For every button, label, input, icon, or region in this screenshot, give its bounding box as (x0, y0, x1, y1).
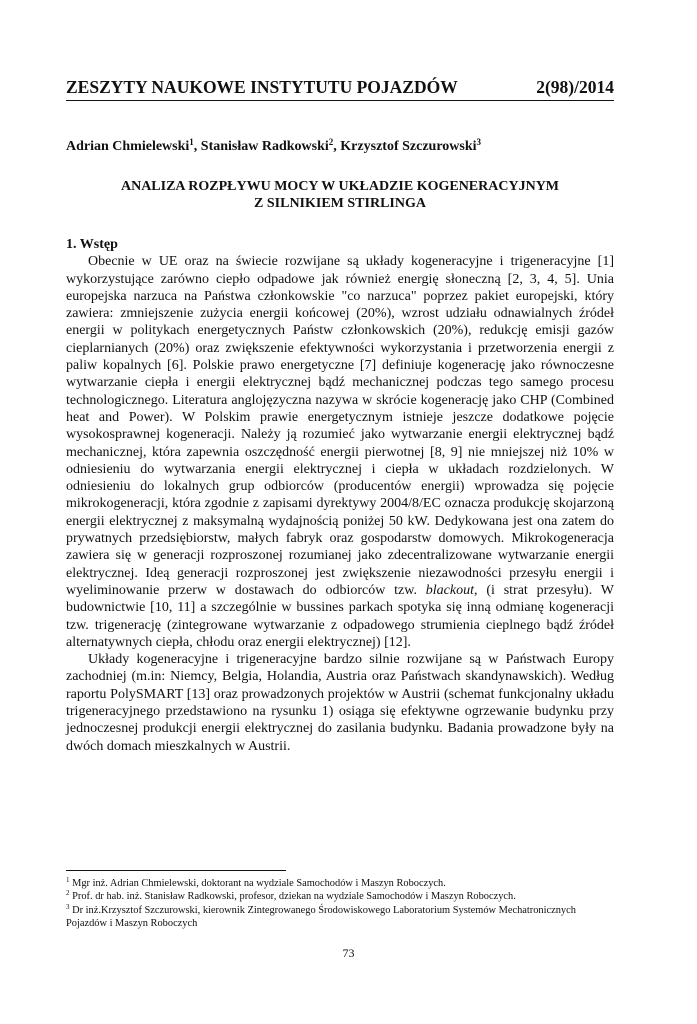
footnote-mark: 1 (66, 876, 70, 884)
footnote (66, 904, 614, 931)
emphasis-term: blackout (425, 582, 474, 598)
body-text (66, 236, 614, 755)
paragraph-text: , (i strat przesyłu). W budownictwie [10, 11] a szczególnie w bussines parkach spotyka się inną odmianę kogeneracji tzw. trigenerację (zintegrowane wytwarzanie z odpadowego strumienia cieplnego bądź źródeł alternatywnych ciepła, chłodu oraz energii elektrycznej) [12]. (66, 582, 614, 650)
paper-title-line: ANALIZA ROZPŁYWU MOCY W UKŁADZIE KOGENERACYJNYM (120, 179, 560, 194)
footnote-text: Mgr inż. Adrian Chmielewski, doktorant na wydziale Samochodów i Maszyn Roboczych. (72, 878, 446, 889)
author-footnote-mark: 1 (189, 137, 194, 147)
footnote-text: Dr inż.Krzysztof Szczurowski, kierownik Zintegrowanego Środowiskowego Laboratorium Systemów Mechatronicznych Pojazdów i Maszyn Roboczych (66, 904, 576, 930)
footnote-mark: 3 (66, 902, 70, 911)
header-underline (66, 100, 614, 101)
footnote (66, 890, 614, 903)
paragraph (66, 253, 614, 651)
paper-title (66, 178, 614, 212)
footnote-mark: 2 (66, 889, 70, 898)
paper-title-line: Z SILNIKIEM STIRLINGA (254, 196, 426, 211)
author-name: Krzysztof Szczurowski (340, 139, 477, 154)
footnote (66, 877, 614, 890)
journal-title: ZESZYTY NAUKOWE INSTYTUTU POJAZDÓW (66, 77, 458, 97)
footnote-text: Prof. dr hab. inż. Stanisław Radkowski, profesor, dziekan na wydziale Samochodów i Maszyn Roboczych. (72, 891, 516, 903)
footnote-separator (66, 870, 286, 871)
paragraph: Układy kogeneracyjne i trigeneracyjne bardzo silnie rozwijane są w Państwach Europy zachodniej (m.in: Niemcy, Belgia, Holandia, Austria oraz Państwach skandynawskich). Według raportu PolySMART [13] oraz prowadzonych projektów w Austrii (schemat funkcjonalny układu trigeneracyjnego przedstawiono na rysunku 1) osiąga się efektywne ogrzewanie budynku przy jednoczesnej produkcji energii elektrycznej do zasilania budynku. Badania prowadzone były na dwóch domach mieszkalnych w Austrii. (66, 652, 614, 754)
journal-header (66, 77, 614, 97)
journal-issue: 2(98)/2014 (536, 77, 614, 97)
author-list: Adrian Chmielewski$^1$, Stanisław Radkowski$^2$, Krzysztof Szczurowski$^3$ (66, 137, 482, 154)
section-heading: 1. Wstęp (66, 237, 118, 252)
footnotes (66, 877, 614, 931)
page-number: 73 (342, 946, 355, 960)
author-footnote-mark: 3 (476, 137, 482, 147)
author-footnote-mark: 2 (328, 137, 334, 147)
author-name: Adrian Chmielewski (66, 139, 190, 154)
paragraph-text: Obecnie w UE oraz na świecie rozwijane są układy kogeneracyjne i trigeneracyjne [1] wykorzystujące zarówno ciepło odpadowe jak również energię słoneczną [2, 3, 4, 5]. Unia europejska narzuca na Państwa członkowskie "co narzuca" poprzez pakiet europejski, który zawiera: zmniejszenie zużycia energii końcowej (20%), wzrost udziału odnawialnych źródeł energii w politykach energetycznych Państw członkowskich (20%), redukcję emisji gazów cieplarnianych (20%) oraz zwiększenie efektywności wykorzystania i przetworzenia energii z paliw kopalnych [6]. Polskie prawo energetyczne [7] definiuje kogenerację jako równoczesne wytwarzanie ciepła i energii elektrycznej bądź mechanicznej podczas tego samego procesu technologicznego. Literatura anglojęzyczna nazywa w skrócie kogenerację jako CHP (Combined heat and Power). W Polskim prawie energetycznym istnieje jeszcze dodatkowe pojęcie wysokosprawnej kogeneracji. Należy ją rozumieć jako wytwarzanie energii elektrycznej bądź mechanicznej, która zapewnia oszczędność energii pierwotnej [8, 9] nie mniejszej niż 10% w odniesieniu do wytwarzania energii elektrycznej i ciepła w układach rozdzielonych. W odniesieniu do lokalnych grup odbiorców (producentów energii) wprowadza się pojęcie mikrokogeneracji, która zgodnie z zapisami dyrektywy 2004/8/EC oznacza produkcję skojarzoną energii elektrycznej z maksymalną wydajnością poniżej 50 kW. Dedykowana jest ona zatem do prywatnych przedsiębiorstw, małych fabryk oraz gospodarstw domowych. Mikrokogeneracja zawiera się w generacji rozproszonej rozumianej jako zdecentralizowane wytwarzanie energii elektrycznej. Ideą generacji rozproszonej jest zwiększenie niezawodności przesyłu energii i wyeliminowanie przerw w dostawach do odbiorców tzw. (66, 254, 614, 598)
author-name: Stanisław Radkowski (200, 139, 329, 154)
